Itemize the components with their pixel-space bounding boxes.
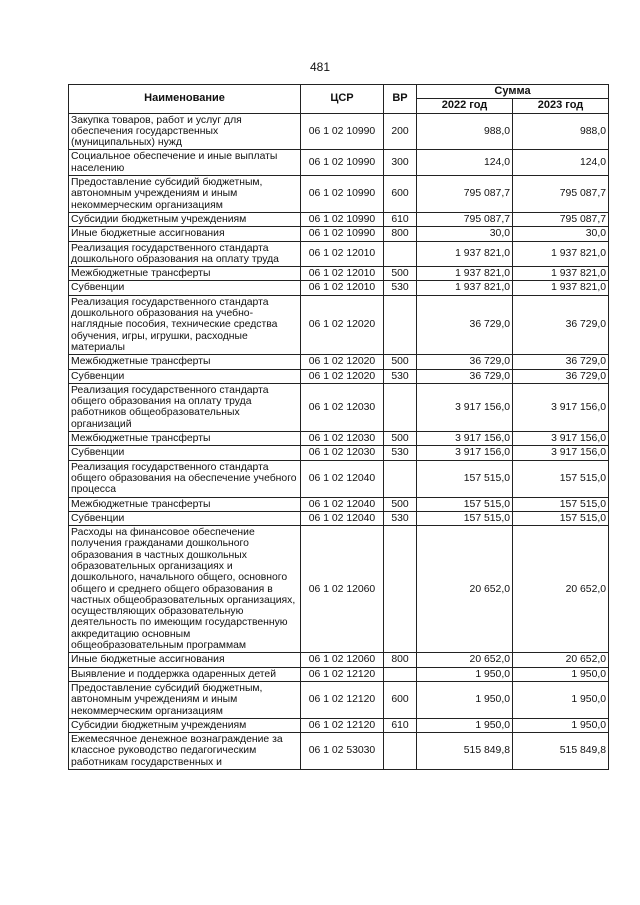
- row-2022-cell: 515 849,8: [417, 733, 513, 770]
- table-row: [69, 267, 609, 281]
- row-csr-cell: 06 1 02 10990: [301, 113, 384, 150]
- row-vr-cell: 200: [384, 113, 417, 150]
- row-vr-cell: 530: [384, 511, 417, 525]
- table-row: [69, 150, 609, 176]
- row-csr-cell: 06 1 02 12030: [301, 383, 384, 431]
- row-csr-cell: 06 1 02 12030: [301, 446, 384, 460]
- row-2022-cell: 20 652,0: [417, 526, 513, 653]
- row-name-cell: Межбюджетные трансферты: [69, 267, 301, 281]
- row-2023-cell: 157 515,0: [513, 497, 609, 511]
- row-csr-cell: 06 1 02 12010: [301, 281, 384, 295]
- row-csr-cell: 06 1 02 12060: [301, 653, 384, 667]
- row-vr-cell: 500: [384, 432, 417, 446]
- row-name-cell: Субсидии бюджетным учреждениям: [69, 212, 301, 226]
- row-csr-cell: 06 1 02 12010: [301, 267, 384, 281]
- table-row: [69, 227, 609, 241]
- row-csr-cell: 06 1 02 12020: [301, 295, 384, 354]
- row-2022-cell: 795 087,7: [417, 176, 513, 213]
- table-row: [69, 369, 609, 383]
- row-csr-cell: 06 1 02 12120: [301, 718, 384, 732]
- row-name-cell: Межбюджетные трансферты: [69, 432, 301, 446]
- row-2022-cell: 1 950,0: [417, 667, 513, 681]
- row-2022-cell: 3 917 156,0: [417, 432, 513, 446]
- table-row: [69, 176, 609, 213]
- header-sum: Сумма: [417, 85, 609, 99]
- row-2022-cell: 157 515,0: [417, 511, 513, 525]
- row-name-cell: Межбюджетные трансферты: [69, 497, 301, 511]
- row-2023-cell: 36 729,0: [513, 295, 609, 354]
- row-2022-cell: 3 917 156,0: [417, 383, 513, 431]
- row-2023-cell: 20 652,0: [513, 526, 609, 653]
- row-csr-cell: 06 1 02 12040: [301, 497, 384, 511]
- row-vr-cell: 800: [384, 653, 417, 667]
- row-2023-cell: 1 950,0: [513, 681, 609, 718]
- row-2022-cell: 36 729,0: [417, 295, 513, 354]
- row-2022-cell: 988,0: [417, 113, 513, 150]
- row-vr-cell: 500: [384, 267, 417, 281]
- row-name-cell: Социальное обеспечение и иные выплаты населению: [69, 150, 301, 176]
- row-2023-cell: 3 917 156,0: [513, 446, 609, 460]
- row-csr-cell: 06 1 02 12020: [301, 369, 384, 383]
- table-row: [69, 460, 609, 497]
- row-2023-cell: 157 515,0: [513, 511, 609, 525]
- row-vr-cell: [384, 295, 417, 354]
- row-name-cell: Предоставление субсидий бюджетным, автономным учреждениям и иным некоммерческим организациям: [69, 681, 301, 718]
- row-2022-cell: 1 937 821,0: [417, 241, 513, 267]
- table-row: [69, 681, 609, 718]
- row-name-cell: Субвенции: [69, 281, 301, 295]
- row-vr-cell: 500: [384, 497, 417, 511]
- table-body: [69, 113, 609, 769]
- row-name-cell: Субсидии бюджетным учреждениям: [69, 718, 301, 732]
- row-2023-cell: 988,0: [513, 113, 609, 150]
- row-csr-cell: 06 1 02 10990: [301, 212, 384, 226]
- row-vr-cell: 610: [384, 212, 417, 226]
- table-row: [69, 733, 609, 770]
- row-name-cell: Субвенции: [69, 369, 301, 383]
- header-name: Наименование: [69, 85, 301, 114]
- header-2022: 2022 год: [417, 99, 513, 113]
- row-2022-cell: 30,0: [417, 227, 513, 241]
- row-vr-cell: [384, 733, 417, 770]
- row-name-cell: Реализация государственного стандарта дошкольного образования на оплату труда: [69, 241, 301, 267]
- row-2022-cell: 20 652,0: [417, 653, 513, 667]
- row-2022-cell: 124,0: [417, 150, 513, 176]
- row-2022-cell: 795 087,7: [417, 212, 513, 226]
- row-csr-cell: 06 1 02 12010: [301, 241, 384, 267]
- table-row: [69, 718, 609, 732]
- row-name-cell: Выявление и поддержка одаренных детей: [69, 667, 301, 681]
- row-name-cell: Реализация государственного стандарта дошкольного образования на учебно-наглядные пособия, технические средства обучения, игры, игрушки, расходные материалы: [69, 295, 301, 354]
- table-row: [69, 383, 609, 431]
- row-2022-cell: 36 729,0: [417, 355, 513, 369]
- row-name-cell: Реализация государственного стандарта общего образования на оплату труда работников общеобразовательных организаций: [69, 383, 301, 431]
- row-name-cell: Закупка товаров, работ и услуг для обеспечения государственных (муниципальных) нужд: [69, 113, 301, 150]
- budget-table: [68, 84, 609, 770]
- row-2023-cell: 20 652,0: [513, 653, 609, 667]
- row-2023-cell: 30,0: [513, 227, 609, 241]
- table-header: [69, 85, 609, 114]
- row-2022-cell: 157 515,0: [417, 460, 513, 497]
- row-2023-cell: 3 917 156,0: [513, 432, 609, 446]
- row-vr-cell: 300: [384, 150, 417, 176]
- row-vr-cell: [384, 526, 417, 653]
- row-2023-cell: 795 087,7: [513, 212, 609, 226]
- row-2023-cell: 157 515,0: [513, 460, 609, 497]
- row-csr-cell: 06 1 02 10990: [301, 150, 384, 176]
- row-vr-cell: 600: [384, 176, 417, 213]
- row-name-cell: Предоставление субсидий бюджетным, автономным учреждениям и иным некоммерческим организациям: [69, 176, 301, 213]
- row-vr-cell: 530: [384, 281, 417, 295]
- row-csr-cell: 06 1 02 12040: [301, 511, 384, 525]
- row-2022-cell: 1 950,0: [417, 718, 513, 732]
- row-name-cell: Иные бюджетные ассигнования: [69, 653, 301, 667]
- row-2023-cell: 1 937 821,0: [513, 241, 609, 267]
- table-row: [69, 526, 609, 653]
- row-2022-cell: 1 937 821,0: [417, 281, 513, 295]
- table-row: [69, 355, 609, 369]
- row-2023-cell: 36 729,0: [513, 369, 609, 383]
- row-vr-cell: 610: [384, 718, 417, 732]
- row-csr-cell: 06 1 02 12060: [301, 526, 384, 653]
- row-2023-cell: 1 950,0: [513, 667, 609, 681]
- row-2023-cell: 1 937 821,0: [513, 267, 609, 281]
- header-2023: 2023 год: [513, 99, 609, 113]
- table-row: [69, 497, 609, 511]
- row-vr-cell: 530: [384, 369, 417, 383]
- table-row: [69, 511, 609, 525]
- row-2023-cell: 1 950,0: [513, 718, 609, 732]
- row-csr-cell: 06 1 02 12120: [301, 681, 384, 718]
- table-row: [69, 446, 609, 460]
- row-csr-cell: 06 1 02 12030: [301, 432, 384, 446]
- row-vr-cell: 530: [384, 446, 417, 460]
- table-row: [69, 432, 609, 446]
- table-row: [69, 653, 609, 667]
- row-2023-cell: 124,0: [513, 150, 609, 176]
- row-vr-cell: [384, 241, 417, 267]
- row-vr-cell: [384, 667, 417, 681]
- row-2022-cell: 1 937 821,0: [417, 267, 513, 281]
- row-2023-cell: 3 917 156,0: [513, 383, 609, 431]
- row-2023-cell: 36 729,0: [513, 355, 609, 369]
- row-2023-cell: 1 937 821,0: [513, 281, 609, 295]
- row-csr-cell: 06 1 02 12020: [301, 355, 384, 369]
- page-number: 481: [309, 60, 331, 74]
- table-row: [69, 295, 609, 354]
- row-vr-cell: 500: [384, 355, 417, 369]
- row-2022-cell: 1 950,0: [417, 681, 513, 718]
- row-csr-cell: 06 1 02 12040: [301, 460, 384, 497]
- row-vr-cell: 600: [384, 681, 417, 718]
- row-vr-cell: 800: [384, 227, 417, 241]
- row-2022-cell: 3 917 156,0: [417, 446, 513, 460]
- table-row: [69, 281, 609, 295]
- row-name-cell: Субвенции: [69, 511, 301, 525]
- row-name-cell: Субвенции: [69, 446, 301, 460]
- row-2023-cell: 515 849,8: [513, 733, 609, 770]
- row-name-cell: Ежемесячное денежное вознаграждение за классное руководство педагогическим работникам государственных и: [69, 733, 301, 770]
- row-2023-cell: 795 087,7: [513, 176, 609, 213]
- table-row: [69, 241, 609, 267]
- row-2022-cell: 157 515,0: [417, 497, 513, 511]
- table-row: [69, 667, 609, 681]
- row-name-cell: Расходы на финансовое обеспечение получения гражданами дошкольного образования в частных дошкольных образовательных организациях и дошкольного, начального общего, основного общего и среднего общего образования в частных общеобразовательных организациях, осуществляющих образовательную деятельность по имеющим государственную аккредитацию основным общеобразовательным программам: [69, 526, 301, 653]
- row-name-cell: Межбюджетные трансферты: [69, 355, 301, 369]
- table-row: [69, 212, 609, 226]
- row-csr-cell: 06 1 02 53030: [301, 733, 384, 770]
- row-csr-cell: 06 1 02 10990: [301, 227, 384, 241]
- row-name-cell: Реализация государственного стандарта общего образования на обеспечение учебного процесса: [69, 460, 301, 497]
- table-row: [69, 113, 609, 150]
- header-vr: ВР: [384, 85, 417, 114]
- row-vr-cell: [384, 460, 417, 497]
- row-2022-cell: 36 729,0: [417, 369, 513, 383]
- row-name-cell: Иные бюджетные ассигнования: [69, 227, 301, 241]
- header-csr: ЦСР: [301, 85, 384, 114]
- row-csr-cell: 06 1 02 12120: [301, 667, 384, 681]
- row-csr-cell: 06 1 02 10990: [301, 176, 384, 213]
- row-vr-cell: [384, 383, 417, 431]
